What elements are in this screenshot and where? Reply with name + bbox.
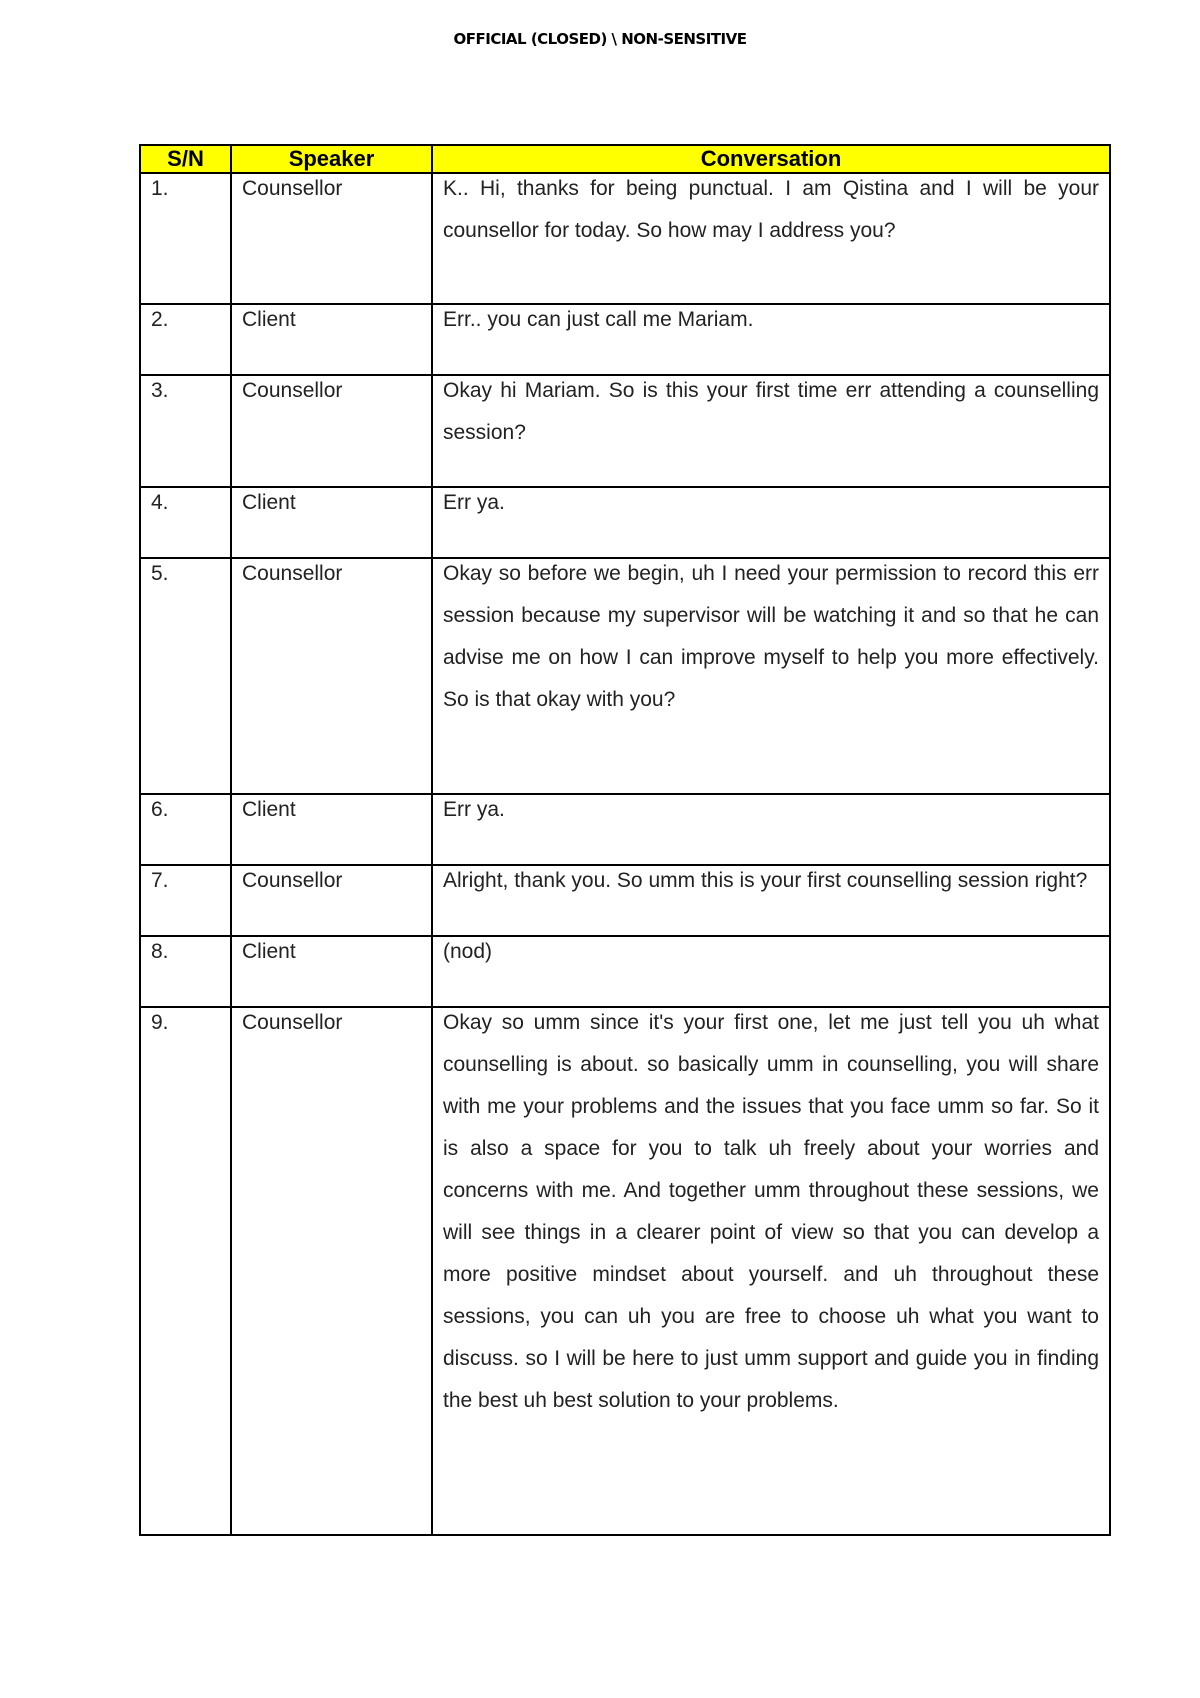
table-row xyxy=(140,936,1110,1007)
row-sn: 5. xyxy=(140,558,231,794)
table-row xyxy=(140,794,1110,865)
row-speaker: Client xyxy=(231,487,432,558)
table-row xyxy=(140,487,1110,558)
row-conversation: K.. Hi, thanks for being punctual. I am Qistina and I will be your counsellor for today. So how may I address you? xyxy=(432,173,1110,304)
row-conversation: Okay so umm since it's your first one, let me just tell you uh what counselling is about. so basically umm in counselling, you will share with me your problems and the issues that you face umm so far. So it is also a space for you to talk uh freely about your worries and concerns with me. And together umm throughout these sessions, we will see things in a clearer point of view so that you can develop a more positive mindset about yourself. and uh throughout these sessions, you can uh you are free to choose uh what you want to discuss. so I will be here to just umm support and guide you in finding the best uh best solution to your problems. xyxy=(432,1007,1110,1535)
row-conversation: Okay hi Mariam. So is this your first time err attending a counselling session? xyxy=(432,375,1110,487)
row-sn: 3. xyxy=(140,375,231,487)
row-speaker: Counsellor xyxy=(231,375,432,487)
row-speaker: Counsellor xyxy=(231,558,432,794)
table-row xyxy=(140,304,1110,375)
row-speaker: Counsellor xyxy=(231,173,432,304)
row-sn: 9. xyxy=(140,1007,231,1535)
header-sn: S/N xyxy=(140,145,231,173)
classification-label: OFFICIAL (CLOSED) \ NON-SENSITIVE xyxy=(453,30,747,48)
transcript-table xyxy=(139,144,1111,1536)
row-speaker: Counsellor xyxy=(231,865,432,936)
row-sn: 2. xyxy=(140,304,231,375)
table-row xyxy=(140,375,1110,487)
row-sn: 8. xyxy=(140,936,231,1007)
row-conversation: (nod) xyxy=(432,936,1110,1007)
row-sn: 7. xyxy=(140,865,231,936)
header-speaker: Speaker xyxy=(231,145,432,173)
header-conversation: Conversation xyxy=(432,145,1110,173)
row-conversation: Err ya. xyxy=(432,487,1110,558)
row-speaker: Client xyxy=(231,936,432,1007)
table-row xyxy=(140,558,1110,794)
row-conversation: Err ya. xyxy=(432,794,1110,865)
row-conversation: Alright, thank you. So umm this is your first counselling session right? xyxy=(432,865,1110,936)
row-speaker: Counsellor xyxy=(231,1007,432,1535)
table-row xyxy=(140,1007,1110,1535)
row-sn: 6. xyxy=(140,794,231,865)
row-sn: 1. xyxy=(140,173,231,304)
row-speaker: Client xyxy=(231,304,432,375)
row-sn: 4. xyxy=(140,487,231,558)
row-conversation: Okay so before we begin, uh I need your permission to record this err session because my supervisor will be watching it and so that he can advise me on how I can improve myself to help you more effectively. So is that okay with you? xyxy=(432,558,1110,794)
table-row xyxy=(140,173,1110,304)
table-row xyxy=(140,865,1110,936)
row-speaker: Client xyxy=(231,794,432,865)
row-conversation: Err.. you can just call me Mariam. xyxy=(432,304,1110,375)
